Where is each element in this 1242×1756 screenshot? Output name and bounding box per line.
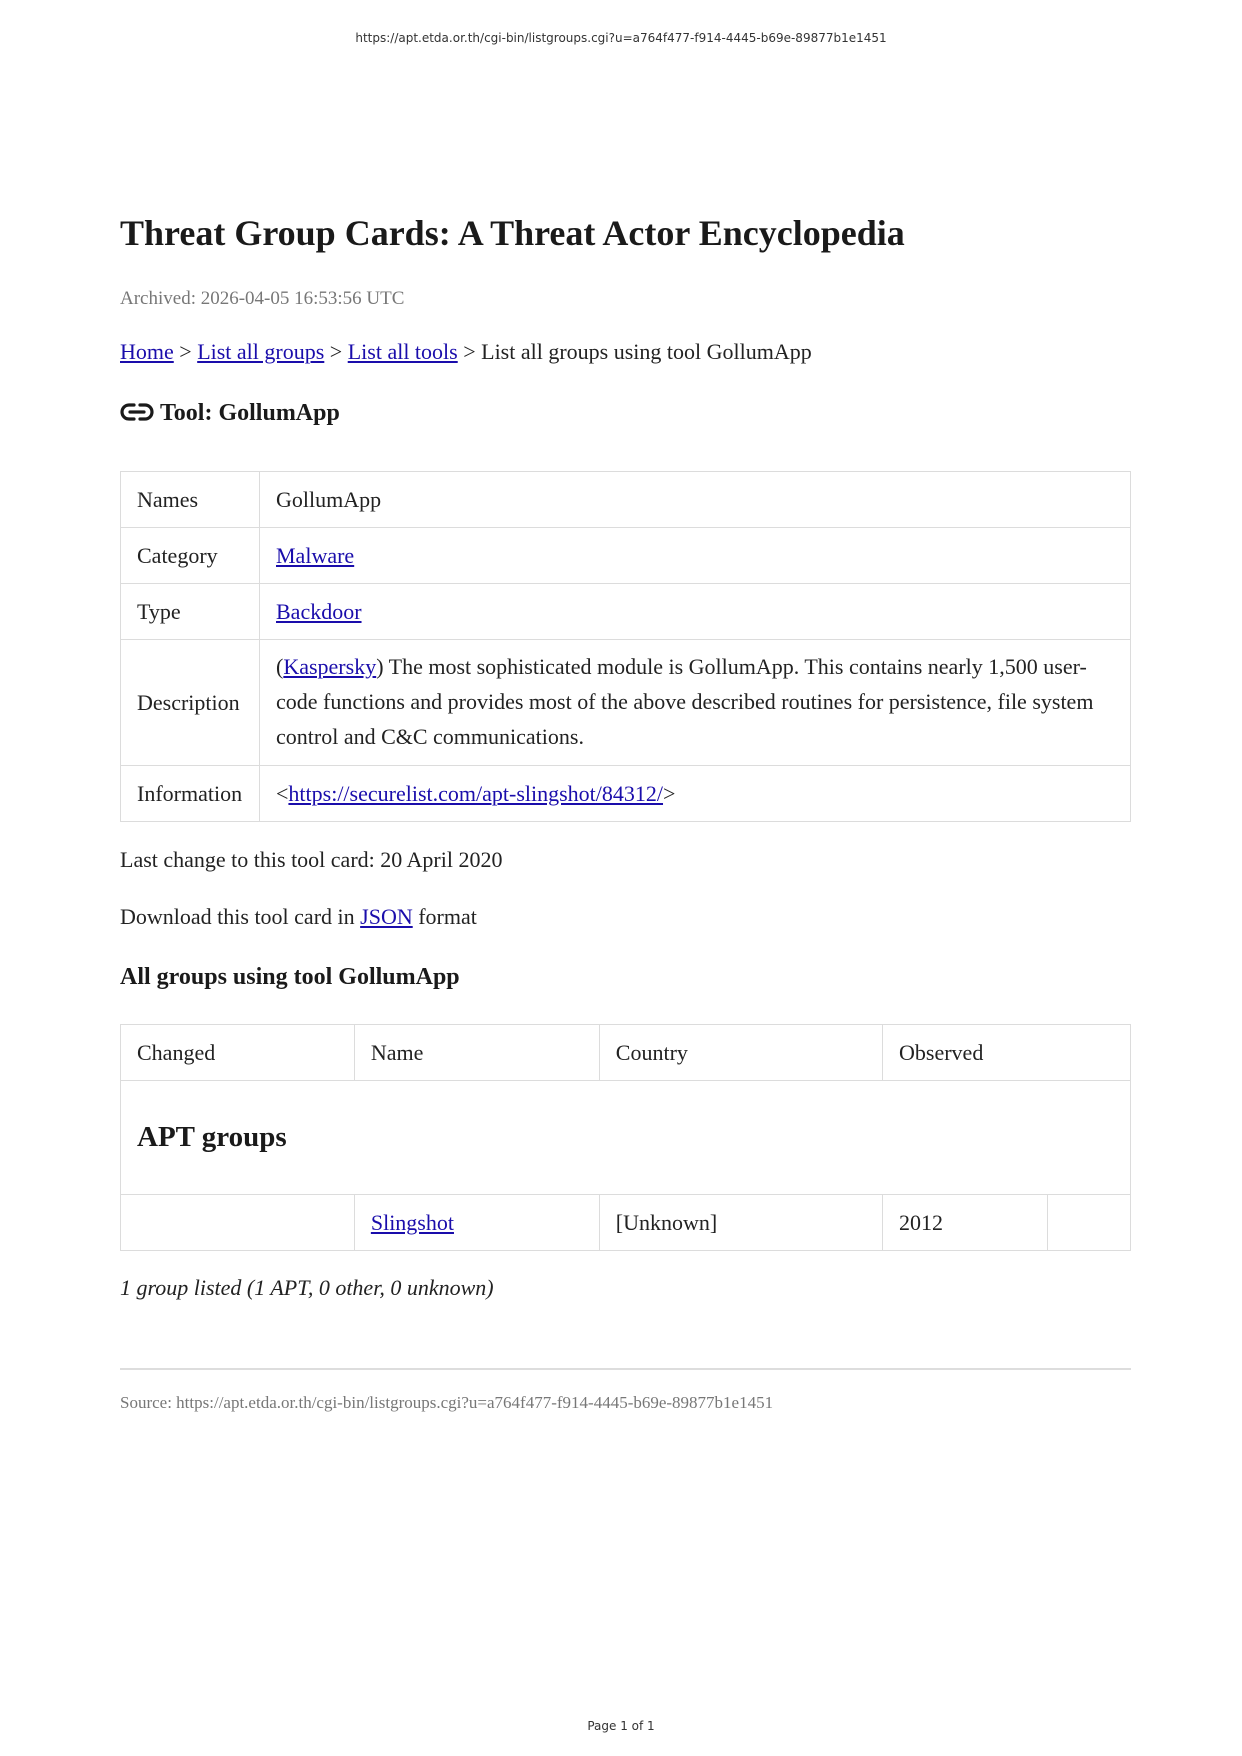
observed-cell: 2012 [883,1195,1048,1251]
page-title: Threat Group Cards: A Threat Actor Encyclopedia [120,213,905,253]
country-cell: [Unknown] [599,1195,882,1251]
type-link[interactable]: Backdoor [276,598,362,624]
json-download-link[interactable]: JSON [360,904,413,929]
type-label: Type [121,584,260,640]
column-header-name: Name [354,1025,599,1081]
table-header-row [121,1025,1131,1081]
type-cell [260,584,1131,640]
description-paren: ( [276,654,284,679]
group-name-link[interactable]: Slingshot [370,1209,454,1235]
print-header-url: https://apt.etda.or.th/cgi-bin/listgroups.cgi?u=a764f477-f914-4445-b69e-89877b1e1451 [355,31,887,45]
groups-summary: 1 group listed (1 APT, 0 other, 0 unknown) [120,1275,494,1300]
section-row [121,1081,1131,1195]
section-title-apt-groups: APT groups [137,1121,287,1153]
extra-cell [1048,1195,1131,1251]
information-open-bracket: < [276,780,289,806]
tool-heading [120,400,340,427]
table-row [121,472,1131,528]
source-url: Source: https://apt.etda.or.th/cgi-bin/listgroups.cgi?u=a764f477-f914-4445-b69e-89877b1e1451 [120,1393,774,1412]
breadcrumb [120,339,812,365]
groups-heading: All groups using tool GollumApp [120,964,460,990]
category-label: Category [121,528,260,584]
description-source-link[interactable]: Kaspersky [283,654,377,679]
table-row [121,1195,1131,1251]
breadcrumb-current: > List all groups using tool GollumApp [457,339,812,364]
link-icon [120,402,154,422]
table-row [121,766,1131,822]
download-prefix: Download this tool card in [120,904,361,929]
names-label: Names [121,472,260,528]
breadcrumb-tools-link[interactable]: List all tools [347,339,458,364]
changed-cell [121,1195,355,1251]
information-url-link[interactable]: https://securelist.com/apt-slingshot/84312/ [288,780,664,806]
description-text: ) The most sophisticated module is GollumApp. This contains nearly 1,500 user-code functions and provides most of the above described routines for persistence, file system control and C&C communications. [276,654,1094,749]
category-link[interactable]: Malware [276,542,355,568]
name-cell [354,1195,599,1251]
table-row [121,640,1131,766]
download-line [120,904,477,930]
breadcrumb-home-link[interactable]: Home [120,339,174,364]
column-header-changed: Changed [121,1025,355,1081]
last-change-text: Last change to this tool card: 20 April 2020 [120,847,503,872]
table-row [121,528,1131,584]
information-close-bracket: > [663,780,676,806]
information-cell [260,766,1131,822]
archived-timestamp: Archived: 2026-04-05 16:53:56 UTC [120,288,405,309]
groups-table [120,1024,1131,1251]
column-header-country: Country [599,1025,882,1081]
breadcrumb-separator: > [324,339,348,364]
download-suffix: format [412,904,477,929]
category-cell [260,528,1131,584]
tool-heading-text: Tool: GollumApp [160,400,340,426]
tool-info-table [120,471,1131,822]
print-footer-page-number: Page 1 of 1 [587,1719,655,1733]
description-label: Description [121,640,260,766]
description-cell [260,640,1131,766]
breadcrumb-groups-link[interactable]: List all groups [197,339,325,364]
names-value: GollumApp [260,472,1131,528]
section-cell [121,1081,1131,1195]
footer-divider [120,1368,1131,1370]
breadcrumb-separator: > [173,339,198,364]
table-row [121,584,1131,640]
information-label: Information [121,766,260,822]
column-header-observed: Observed [883,1025,1131,1081]
